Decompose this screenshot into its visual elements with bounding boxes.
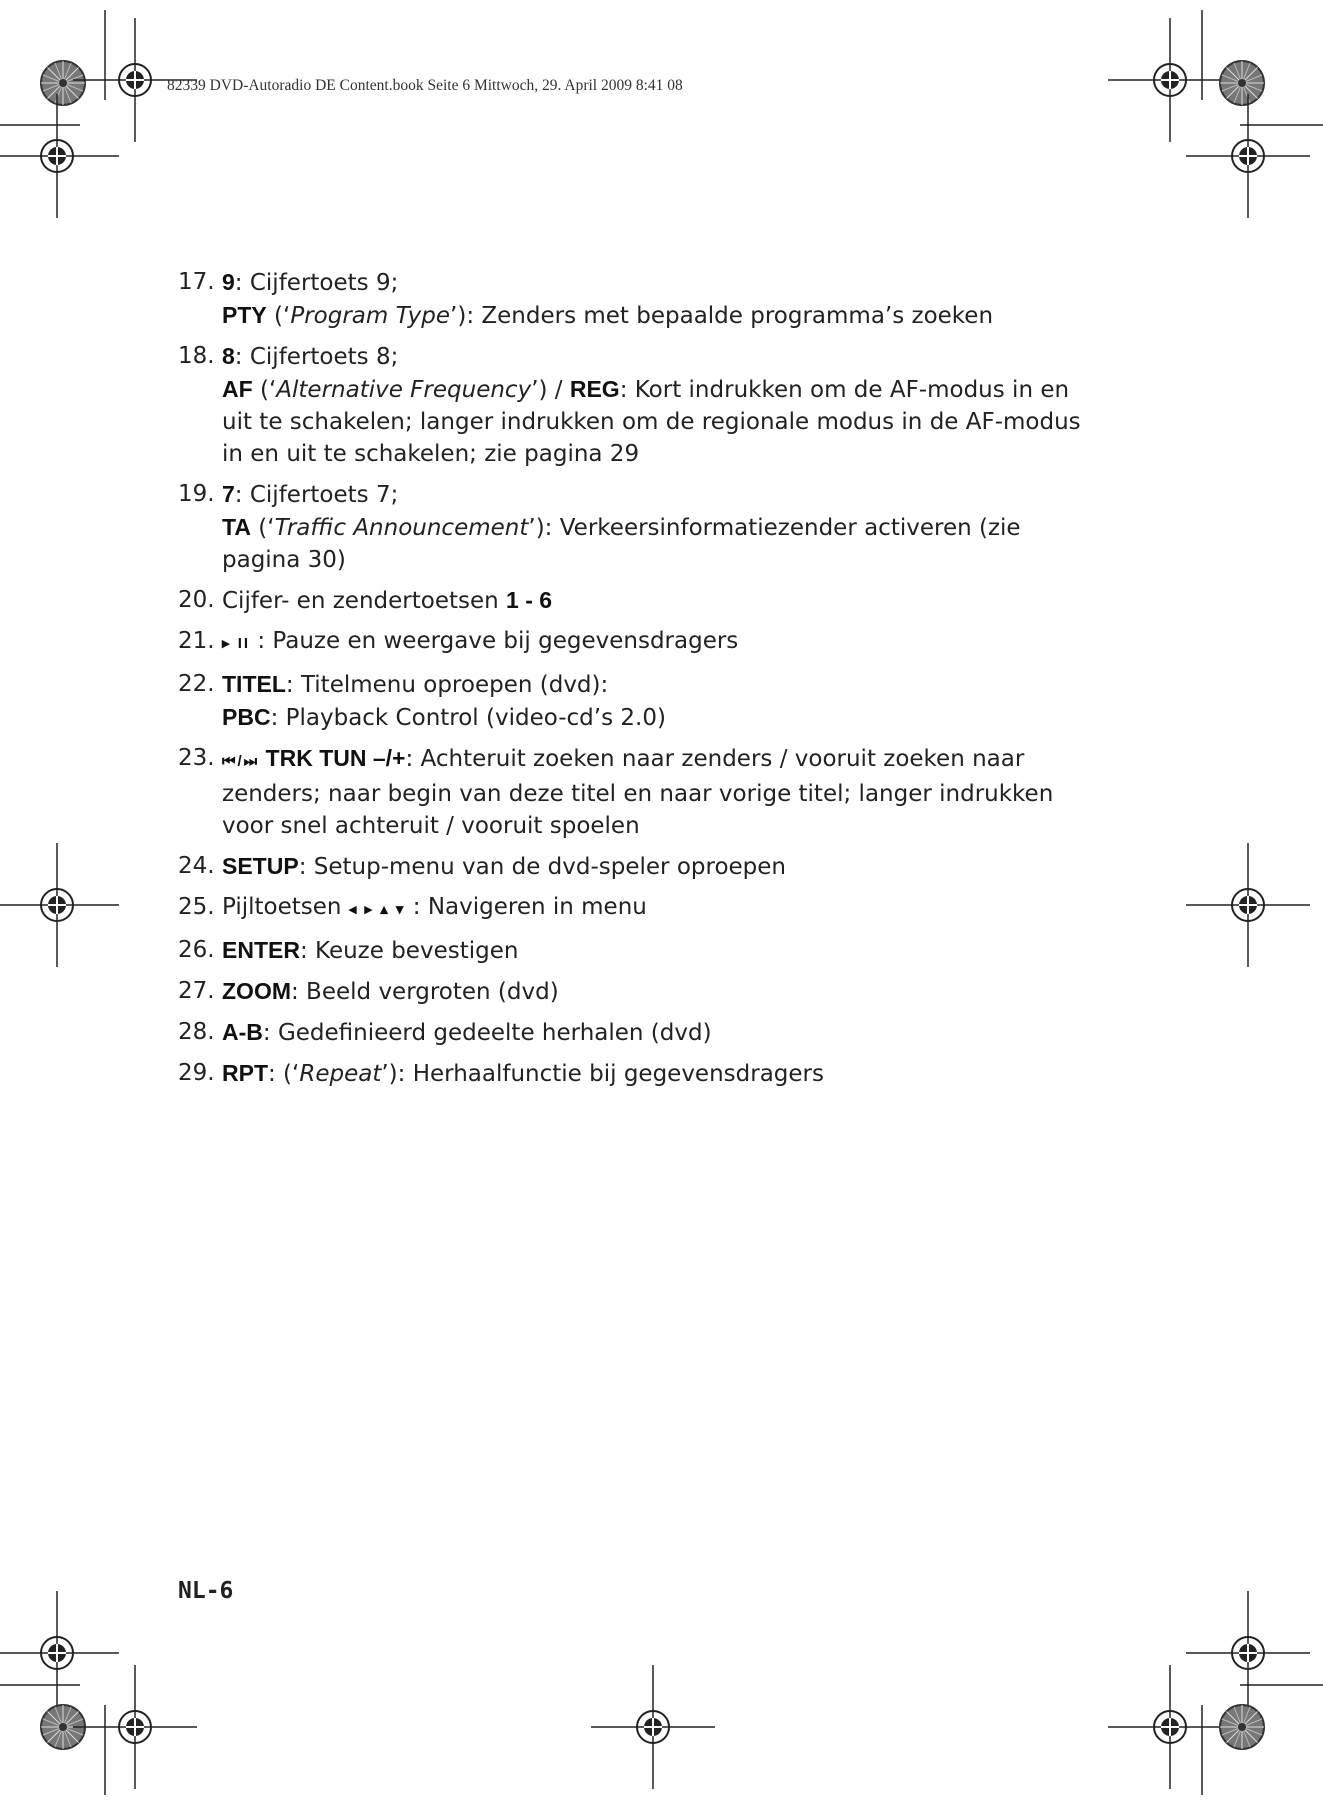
list-item — [178, 850, 1098, 883]
item-number: 20. — [178, 587, 215, 613]
list-item — [178, 668, 1098, 734]
item-sub-key: PTY — [222, 302, 267, 328]
skip-icon: ⏮/⏭ — [222, 753, 260, 770]
item-key: ZOOM — [222, 978, 291, 1004]
item-key: A-B — [222, 1019, 263, 1045]
item-sub-key2: REG — [569, 376, 620, 402]
item-key: TITEL — [222, 671, 286, 697]
item-key: ENTER — [222, 937, 300, 963]
item-number: 23. — [178, 745, 215, 771]
item-text: : Achteruit zoeken naar zenders / vooruit zoeken naar zenders; naar begin van deze titel en naar vorige titel; langer indrukken voor snel achteruit / vooruit spoelen — [222, 746, 1054, 839]
item-key: TRK TUN –/+ — [259, 745, 406, 771]
item-text-after: ’): Herhaalfunctie bij gegevensdragers — [381, 1061, 824, 1087]
item-text: : Keuze bevestigen — [299, 938, 519, 964]
item-key: SETUP — [222, 853, 299, 879]
item-number: 18. — [178, 343, 215, 369]
list-item — [178, 1057, 1098, 1090]
list-item — [178, 340, 1098, 470]
item-sub-open: (‘ — [250, 515, 275, 541]
item-text: : Pauze en weergave bij gegevensdragers — [250, 628, 739, 654]
item-sub-italic: Traffic Announcement — [274, 515, 529, 541]
list-item — [178, 891, 1098, 926]
list-item — [178, 584, 1098, 617]
list-item — [178, 266, 1098, 332]
item-text: : Gedefinieerd gedeelte herhalen (dvd) — [262, 1020, 712, 1046]
item-key: 7 — [222, 481, 235, 507]
item-sub-text: : Playback Control (video-cd’s 2.0) — [270, 705, 666, 731]
item-text: Pijltoetsen — [222, 894, 349, 920]
item-sub-text: : Kort indrukken om de AF-modus in en uit te schakelen; langer indrukken om de regionale modus in de AF-modus in en uit te schakelen; zie pagina 29 — [222, 377, 1081, 467]
item-sub-open: (‘ — [252, 377, 277, 403]
list-item — [178, 934, 1098, 967]
list-item — [178, 625, 1098, 660]
item-key: 1 - 6 — [506, 587, 553, 613]
item-key: RPT — [222, 1060, 268, 1086]
item-number: 29. — [178, 1060, 215, 1086]
item-text: : (‘ — [268, 1061, 300, 1087]
item-sub-text: ’): Zenders met bepaalde programma’s zoeken — [450, 303, 994, 329]
item-key: 8 — [222, 343, 235, 369]
item-text: : Cijfertoets 9; — [234, 270, 399, 296]
list-item — [178, 742, 1098, 842]
item-number: 21. — [178, 628, 215, 654]
item-number: 25. — [178, 894, 215, 920]
item-number: 22. — [178, 671, 215, 697]
item-text: : Cijfertoets 8; — [234, 344, 399, 370]
item-number: 17. — [178, 269, 215, 295]
item-text: : Titelmenu oproepen (dvd): — [285, 672, 609, 698]
item-sub-mid: ’) / — [531, 377, 570, 403]
item-sub-key: AF — [222, 376, 253, 402]
item-number: 24. — [178, 853, 215, 879]
list-item — [178, 975, 1098, 1008]
item-sub-italic: Program Type — [290, 303, 451, 329]
arrow-keys-icon: ◂ ▸ ▴ ▾ — [348, 901, 406, 918]
key-list — [178, 266, 1098, 1098]
item-text: : Cijfertoets 7; — [234, 482, 399, 508]
file-slug: 82339 DVD-Autoradio DE Content.book Seite 6 Mittwoch, 29. April 2009 8:41 08 — [167, 77, 683, 94]
item-sub-open: (‘ — [266, 303, 291, 329]
item-sub-italic: Alternative Frequency — [276, 377, 532, 403]
item-sub-key: TA — [222, 514, 251, 540]
item-sub-key: PBC — [222, 704, 271, 730]
item-text: : Setup-menu van de dvd-speler oproepen — [298, 854, 786, 880]
list-item — [178, 478, 1098, 576]
item-key: 9 — [222, 269, 235, 295]
item-text: Cijfer- en zendertoetsen — [222, 588, 507, 614]
item-text: : Beeld vergroten (dvd) — [291, 979, 559, 1005]
item-number: 26. — [178, 937, 215, 963]
item-number: 19. — [178, 481, 215, 507]
item-sub-text: ’): Verkeersinformatiezender activeren (zie pagina 30) — [222, 515, 1021, 573]
page-number: NL-6 — [178, 1578, 234, 1604]
play-pause-icon: ▸ II — [222, 635, 251, 652]
item-text-end: : Navigeren in menu — [405, 894, 647, 920]
item-number: 27. — [178, 978, 215, 1004]
item-italic: Repeat — [299, 1061, 382, 1087]
list-item — [178, 1016, 1098, 1049]
item-number: 28. — [178, 1019, 215, 1045]
